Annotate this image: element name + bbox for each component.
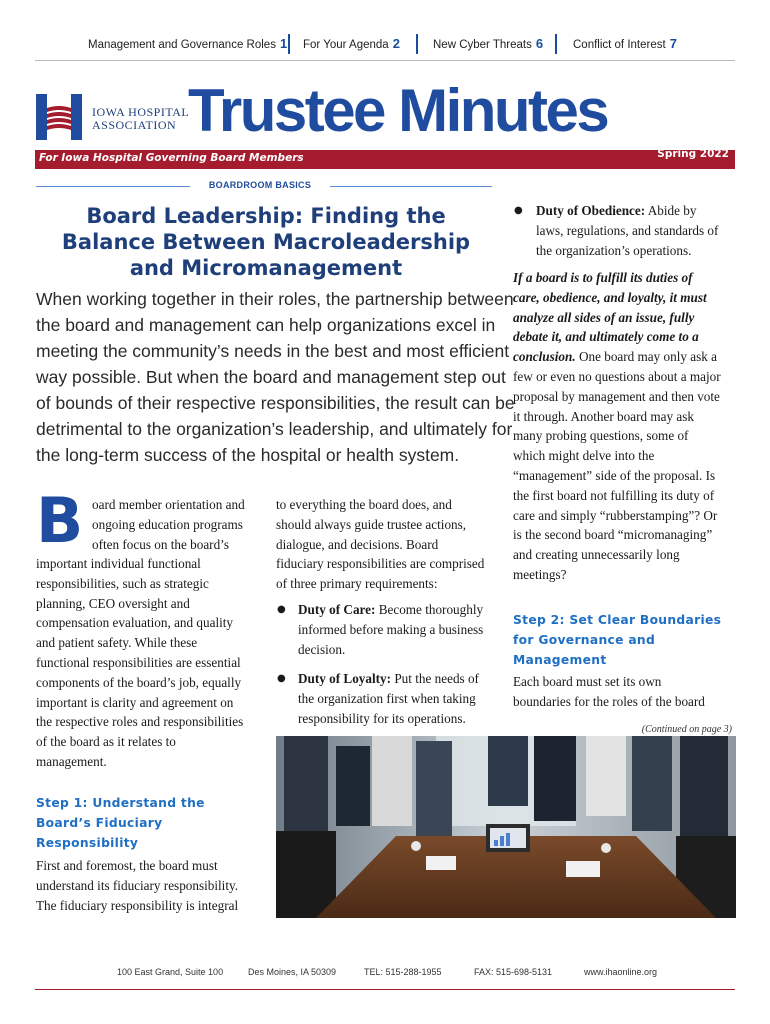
section-rule-left xyxy=(36,186,190,187)
boardroom-meeting-photo xyxy=(276,736,736,918)
bullet-duty-of-obedience: Duty of Obedience: Abide by laws, regulations, and standards of the organization’s operations. xyxy=(536,203,719,258)
footer-rule xyxy=(35,989,735,990)
column1-body: important individual functional responsibilities, such as strategic planning, CEO oversight and compensation evaluation, and quality and patient safety. While these functional responsibilities are essential components of the board’s job, equally important is clarity and agreement on the respective roles and responsibilities of the board as it relates to management. xyxy=(36,556,244,769)
article-headline: Board Leadership: Finding the Balance Between Macroleadership and Micromanagement xyxy=(61,204,471,280)
step2-heading: Step 2: Set Clear Boundaries for Governance and Management xyxy=(513,613,722,667)
table-of-contents-nav xyxy=(88,36,688,56)
newsletter-subtitle: For Iowa Hospital Governing Board Members xyxy=(39,152,304,164)
step1-heading: Step 1: Understand the Board’s Fiduciary Responsibility xyxy=(36,796,205,850)
column2-body: to everything the board does, and should always guide trustee actions, dialogue, and decisions. Board fiduciary responsibilities are comprised of three primary requirements: xyxy=(276,497,485,592)
bullet-duty-of-loyalty: Duty of Loyalty: Put the needs of the organization first when taking responsibility for its operations. xyxy=(298,671,479,726)
section-rule-right xyxy=(330,186,492,187)
article-deck: When working together in their roles, the partnership between the board and management can help organizations excel in meeting the community’s needs in the best and most efficient way possible. But when the board and management step out of bounds of their respective responsibilities, the result can be detrimental to the organization’s leadership, and ultimately for the long-term success of the hospital or health system. xyxy=(36,289,515,465)
column1-intro: oard member orientation and ongoing education programs often focus on the board’s xyxy=(92,497,245,552)
nav-item-conflict-of-interest[interactable]: Conflict of Interest 7 xyxy=(573,36,677,51)
nav-divider xyxy=(555,34,557,54)
nav-divider xyxy=(416,34,418,54)
bullet-duty-of-care: Duty of Care: Become thoroughly informed before making a business decision. xyxy=(298,602,484,657)
footer-website-link[interactable]: www.ihaonline.org xyxy=(584,967,658,977)
footer-address: 100 East Grand, Suite 100 xyxy=(117,967,224,977)
step1-body: First and foremost, the board must understand its fiduciary responsibility. The fiduciary responsibility is integral xyxy=(36,858,239,913)
section-label: BOARDROOM BASICS xyxy=(208,180,312,190)
footer-phone: TEL: 515-288-1955 xyxy=(364,967,442,977)
nav-divider xyxy=(288,34,290,54)
continued-note: (Continued on page 3) xyxy=(641,724,732,735)
drop-cap: B xyxy=(36,484,84,557)
bullet-icon: ● xyxy=(514,205,523,216)
bullet-icon: ● xyxy=(277,604,286,615)
masthead-bar xyxy=(35,150,735,169)
newsletter-title: Trustee Minutes xyxy=(188,77,608,144)
step2-body: Each board must set its own boundaries for the roles of the board xyxy=(513,674,705,709)
header-divider xyxy=(35,60,735,61)
nav-item-new-cyber-threats[interactable]: New Cyber Threats 6 xyxy=(433,36,544,51)
nav-item-for-your-agenda[interactable]: For Your Agenda 2 xyxy=(303,36,400,51)
nav-item-management-roles[interactable]: Management and Governance Roles 1 xyxy=(88,36,288,51)
issue-date: Spring 2022 xyxy=(657,148,729,160)
footer-city: Des Moines, IA 50309 xyxy=(248,967,337,977)
iha-logo-icon xyxy=(36,94,82,140)
bullet-icon: ● xyxy=(277,673,286,684)
iha-logo-wordmark: IOWA HOSPITAL ASSOCIATION xyxy=(92,105,190,132)
footer-fax: FAX: 515-698-5131 xyxy=(474,967,553,977)
column3-body: If a board is to fulfill its duties of care, obedience, and loyalty, it must analyze all sides of an issue, fully debate it, and ultimately come to a conclusion. One board may only ask a few or even no questions about a major proposal by management and then vote it through. Another board may ask many probing questions, some of which might delve into the “management” side of the proposal. Is the first board not fulfilling its duty of care and simply “rubberstamping”? Or is the second board “micromanaging” and creating unnecessarily long meetings? xyxy=(513,270,721,582)
